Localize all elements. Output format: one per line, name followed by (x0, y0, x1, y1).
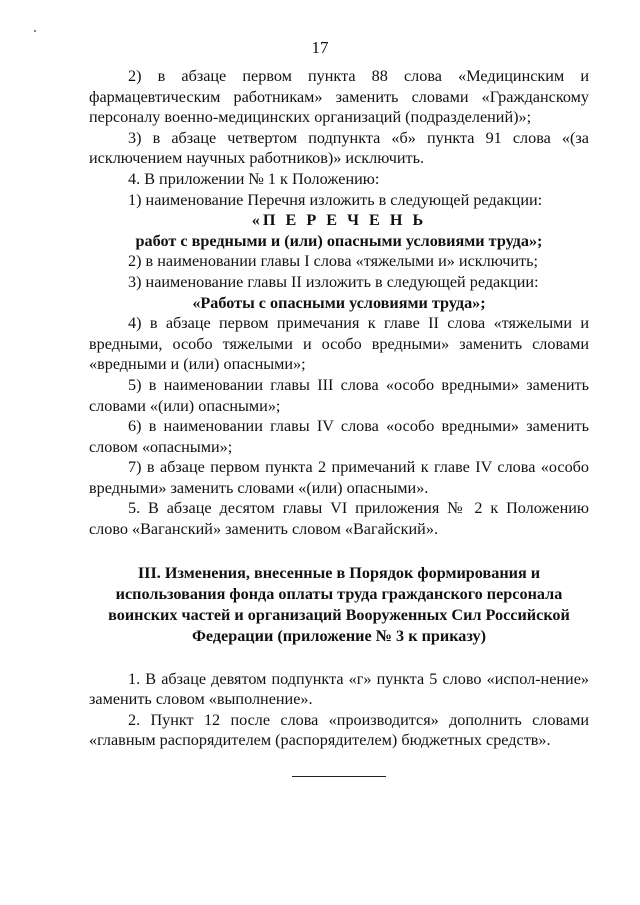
paragraph-section-3-item-2: 2. Пункт 12 после слова «производится» дополнить словами «главным распорядителем (распорядителем) бюджетных средств». (89, 710, 589, 750)
paragraph-appendix-1-intro: 4. В приложении № 1 к Положению: (128, 169, 380, 188)
section-heading-line: использования фонда оплаты труда гражданского персонала (115, 584, 563, 603)
section-heading-line: воинских частей и организаций Вооруженных Сил Российской (108, 605, 570, 624)
chapter-2-new-title: «Работы с опасными условиями труда»; (192, 293, 486, 312)
document-body (89, 66, 589, 777)
paragraph-chapter-1-name: 2) в наименовании главы I слова «тяжелыми и» исключить; (128, 252, 538, 271)
paragraph-chapter-2-note: 4) в абзаце первом примечания к главе II слова «тяжелыми и вредными, особо тяжелыми и особо вредными» заменить словами «вредными и (или) опасными»; (89, 314, 589, 374)
paragraph-section-3-item-1: 1. В абзаце девятом подпункта «г» пункта 5 слово «испол-нение» заменить словом «выполнение». (89, 669, 589, 709)
paragraph-chapter-4-name: 6) в наименовании главы IV слова «особо вредными» заменить словом «опасными»; (89, 417, 589, 456)
paragraph-appendix-2-chapter-6: 5. В абзаце десятом главы VI приложения № 2 к Положению слово «Ваганский» заменить словом «Вагайский». (89, 499, 589, 539)
paragraph-chapter-3-name: 5) в наименовании главы III слова «особо вредными» заменить словами «(или) опасными»; (89, 375, 589, 415)
paragraph-item-2-point-88: 2) в абзаце первом пункта 88 слова «Медицинским и фармацевтическим работникам» заменить словами «Гражданскому персоналу военно-медицинских организаций (подразделений)»; (89, 67, 589, 127)
paragraph-chapter-2-name: 3) наименование главы II изложить в следующей редакции: (128, 272, 539, 291)
section-heading-line: III. Изменения, внесенные в Порядок формирования и (137, 563, 541, 582)
paragraph-chapter-4-note: 7) в абзаце первом пункта 2 примечаний к главе IV слова «особо вредными» заменить словами «(или) опасными». (89, 458, 589, 497)
paragraph-list-name-change: 1) наименование Перечня изложить в следующей редакции: (128, 190, 543, 209)
page-number: 17 (311, 38, 329, 57)
spacer (89, 540, 589, 563)
scan-speck (34, 30, 36, 32)
perechen-subtitle: работ с вредными и (или) опасными условиями труда»; (135, 231, 543, 250)
section-heading-line: Федерации (приложение № 3 к приказу) (191, 626, 487, 645)
spacer (89, 647, 589, 669)
paragraph-item-3-point-91: 3) в абзаце четвертом подпункта «б» пункта 91 слова «(за исключением научных работников)» исключить. (89, 128, 589, 168)
section-heading (89, 563, 589, 647)
perechen-title: «П Е Р Е Ч Е Н Ь (251, 211, 427, 230)
end-divider-line (292, 776, 386, 777)
